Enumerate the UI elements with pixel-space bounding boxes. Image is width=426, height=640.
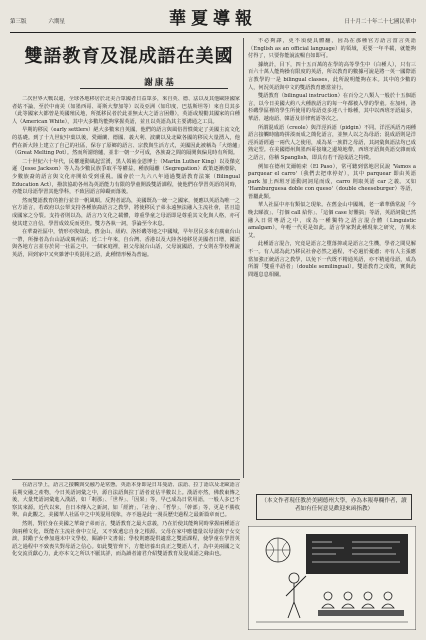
- paragraph: 據統計，目下，四十五百萬的在學的高等學生中（白種人），只有三百六十萬人能夠操有限度的英語，所以教育的數據可說是將一英一國際語言教學的一是 bilingual classes，此所說明能夠在本。其中的少數的人，何況英語與中文的雙語教育應當並行。: [248, 61, 416, 91]
- illustration: [248, 526, 416, 630]
- masthead-edition-info: 第三版 六期星: [10, 19, 66, 25]
- paragraph: 此種語言混合，究竟是語言之墮落抑或是語言之生機，學者之間見解不一。有人認為此乃移民社會必然之過程，不必過於憂慮；亦有人主張應當加強正統語言之教學，以免下一代既不精通英語，亦不精通母語，成為所謂「雙重半語者」（double semilingual）。雙語教育之成敗，實與此問題息息相關。: [248, 241, 416, 278]
- article-column-left: [12, 96, 240, 478]
- masthead: [10, 8, 416, 30]
- masthead-date: 日十月二十年二十七國民華中: [344, 19, 416, 25]
- newspaper-page: [10, 8, 416, 632]
- article-author: 謝康基: [144, 78, 176, 88]
- paragraph: 雙語教育（bilingual instruction）在百分之八類人一般於十五個語言，以今日美國大約八大種族語言的每一年都被入學的學童。在加州，洛杉磯學區裡的學生所使用的母語竟多達八十餘種，其中以西班牙語最多，華語、越南語、韓語及菲律賓語等次之。: [248, 93, 416, 122]
- column-divider-horizontal: [12, 479, 240, 480]
- newspaper-title: 華夏導報: [169, 9, 257, 29]
- paragraph: 二十世紀六十年代，民權運動風起雲湧，黑人領袖金恩博士（Martin Luther King）以及傑克遜（Jesse Jackson）等人為少數民族爭取平等權益，種族隔離（Segregation）政策逐漸廢除，少數族裔的語言與文化亦開始受到重視。國會於一九六八年通過雙語教育法案（Bilingual Education Act），撥款協助各州為英語能力有限的學童開設雙語課程，使他們在學習英語的同時，亦能以母語學習其他學科，不致因語言障礙而落後。: [12, 158, 240, 196]
- author-divider: [80, 88, 228, 89]
- column-divider-vertical: [243, 38, 244, 478]
- article-column-right: [248, 38, 416, 508]
- paragraph: 早期的移民（early settlers）絕大多數來自英國，他們的語言與風俗習慣奠定了美國主流文化的基礎。到了十九世紀中葉以後，愛爾蘭、德國、義大利、波蘭以及北歐各國的移民大量湧入，他們在新大陸上建立了自己的社區，保存了原鄉的語言、宗教與生活方式，美國因此被稱為「大熔爐」（Great Melting Pot）。然而所謂熔爐，並非一朝一夕可成，各族裔之間的隔閡與偏見時有所聞。: [12, 127, 240, 157]
- paragraph: 例如在德州艾爾帕索（El Paso），常可聽到當地居民說 'Vamos a parquear el carro'（我們去把車停好），其中 parquear 即由英語 park 加上西班牙語動詞詞尾而成，carro 則取英語 car 之義。又如 'Hamburguesa doble con queso'（double cheeseburger）等語，皆屬此類。: [248, 163, 416, 200]
- article-headline: 雙語教育及混成語在美國: [24, 46, 234, 67]
- paragraph: 然而雙語教育的推行並非一帆風順。反對者認為，美國既為一統一之國家，便應以英語為唯一之官方語言，若政府以公帑支持各種族裔語言之教學，將使移民子弟永遠無法融入主流社會，甚且造成國家之分裂。支持者則以為，語言乃文化之載體，尊重學童之母語即是尊重其文化與人格，亦可使其建立自信，學習成效反而更佳。雙方各執一詞，爭論至今未息。: [12, 197, 240, 227]
- paragraph: 華人社區中亦有類似之現象。在舊金山中國城，老一輩華僑常說「今晚去睇波」、「打個 call 給你」、「這個 case 好難搞」等語，英語詞彙已然融入日常粵語之中，成為一種獨特之語言混合體（Linguistic amalgam），年輕一代更是如此。語言學家對此種現象之研究，方興未艾。: [248, 202, 416, 239]
- masthead-rule: [10, 32, 416, 33]
- paragraph: 在華裔社區中，情形亦復如此。舊金山、紐約、洛杉磯等地之中國城，早年居民多來自廣東台山一帶，所操者為台山話或廣州話；近二十年來，自台灣、香港以及大陸各地移居美國者日增，國語與各地方言並存於同一社區之中。一個家庭裡，祖父母說台山話，父母說國語，子女則在學校裡說英語，回到家中又夾雜著中英混用之語，此種情形極為普遍。: [12, 229, 240, 258]
- article-column-bottom: [12, 482, 240, 628]
- paragraph: 在語言學上，語言之接觸與交融乃是常態。英語本身即是日耳曼語、法語、拉丁語以及北歐語言長期交融之產物，今日英語詞彙之中，源自法語與拉丁語者竟佔半數以上。漢語亦然，佛教東傳之後，大量梵語詞彙進入漢語，如「剎那」、「世界」、「因果」等，早已成為日常用語，一般人多已不察其來源。近代以來，自日本傳入之新詞，如「經濟」、「社會」、「哲學」、「幹部」等，更是不勝枚舉。由此觀之，美國華人社區中之中英混用現象，亦不過是此一漫長歷史過程之最新篇章而已。: [12, 482, 240, 519]
- paragraph: 二次世界大戰以還，全球各地移居於北美合眾國者日益眾多，來自英、德、法以及其他歐陸國家者姑不論，至於中南美（如墨西哥、哥斯大黎加等）以及亞洲（如印度、巴基斯坦等）來自貝其多（此等國家大都曾是英國殖民地，所抵移民者於此並無太大之語言困難），英語或規勸其國家的白種人（American White），其中大多數均能夠掌握英語，並且以英語為其主要溝通之工具。: [12, 96, 240, 125]
- paragraph: 然則，對於身在美國之華裔子弟而言，雙語教育之最大意義，乃在於使其能夠同時掌握兩種語言與兩種文化，既能在主流社會中立足，又不致遺忘自身之根源。父母在家中應儘量以母語與子女交談，鼓勵子女參加週末中文學校，閱讀中文書報；學校則應提供適當之雙語課程，使學童在學習英語之過程中不致喪失對母語之信心。如此雙管齊下，方能培養出真正之雙語人才，為中美兩國之文化交流貢獻心力，此亦本文之所以不厭其詳，而為讀者諸君介紹雙語教育及混成語之緣由也。: [12, 520, 240, 558]
- paragraph: 不必夠譯，更不須使具體翻，因為在那種官方語言當言英語（English as an official language）的領域，更要一年半載，就能夠付得了，只要你能說流暢自如即可。: [248, 38, 416, 60]
- author-note-box: （本文作者現任教於美國德州大學，亦為本報專欄作者，讀者如有任何意見歡迎來函指教）: [256, 494, 412, 520]
- paragraph: 所謂混成語（creole）與洋涇浜語（pidgin）不同。洋涇浜語乃兩種語言接觸時臨時拼湊而成之簡化語言，並無人以之為母語；混成語則是洋涇浜語經過一兩代人之使用，成為某一族群之母語，其詞彙與語法均已成熟定型。在美國德州與墨西哥接壤之邊境地帶，西班牙語與英語交雜而成之語言，俗稱 Spanglish，即具有若干混成語之特徵。: [248, 124, 416, 161]
